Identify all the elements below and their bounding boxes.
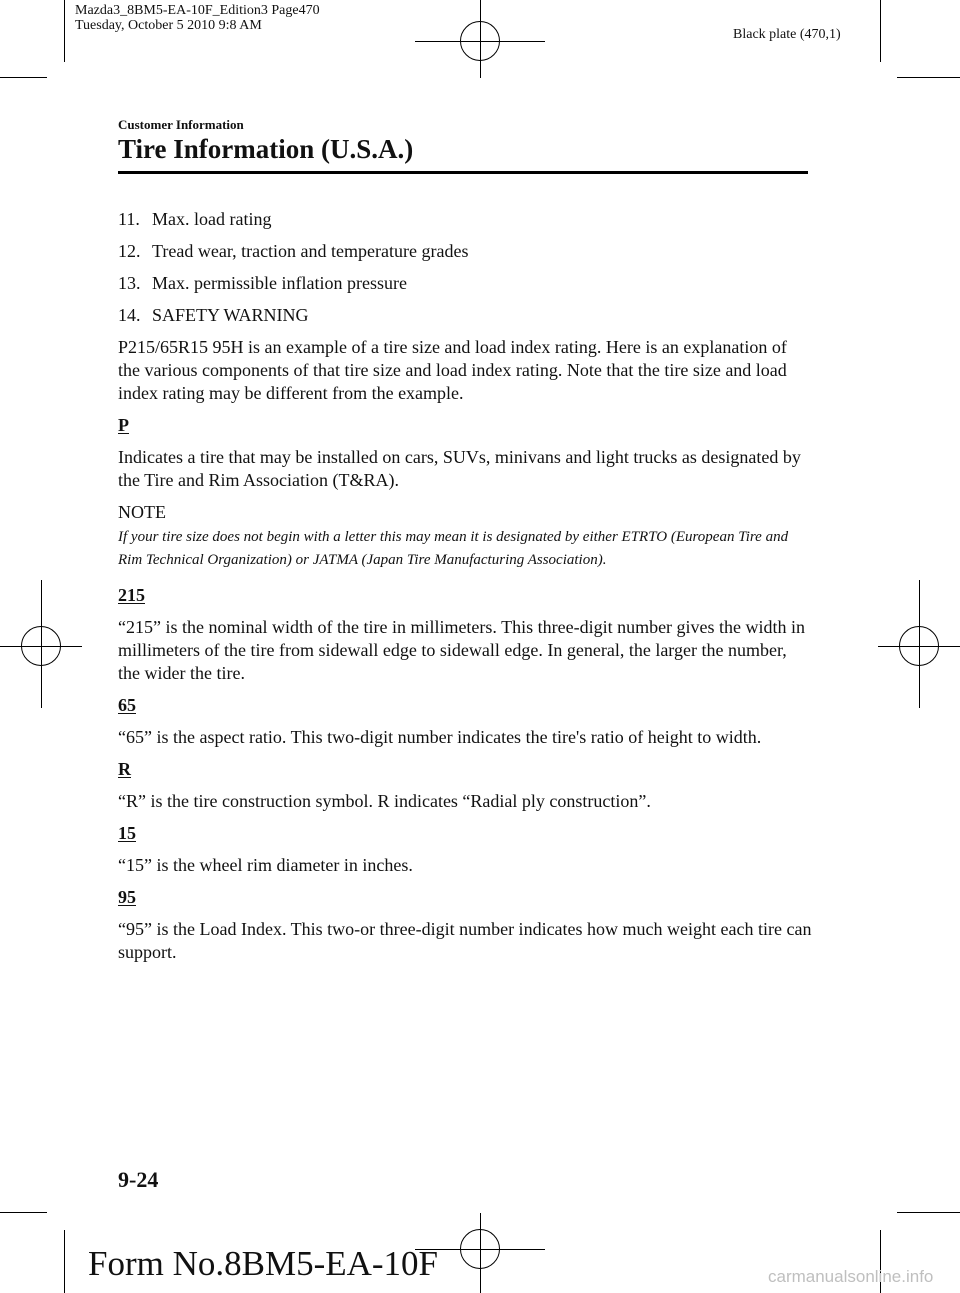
term-description: “95” is the Load Index. This two-or three-digit number indicates how much weight each tire can support. xyxy=(118,919,812,962)
term-heading: 15 xyxy=(118,823,136,843)
watermark: carmanualsonline.info xyxy=(768,1267,934,1286)
page-number: 9-24 xyxy=(118,1167,159,1192)
term-description: Indicates a tire that may be installed on cars, SUVs, minivans and light trucks as designated by the Tire and Rim Association (T&RA). xyxy=(118,447,801,490)
plate-label: Black plate (470,1) xyxy=(733,27,841,42)
term-heading: 95 xyxy=(118,887,136,907)
plate-date-line: Tuesday, October 5 2010 9:8 AM xyxy=(75,18,262,33)
list-item: 11. Max. load rating xyxy=(118,209,272,229)
term-heading: 65 xyxy=(118,695,136,715)
numbered-list xyxy=(118,208,812,327)
term-heading: R xyxy=(118,759,131,779)
list-item: 12. Tread wear, traction and temperature grades xyxy=(118,241,469,261)
note-text: If your tire size does not begin with a letter this may mean it is designated by either ETRTO (European Tire and Rim Technical Organization) or JATMA (Japan Tire Manufacturing Association). xyxy=(118,529,789,568)
section-label: Customer Information xyxy=(118,117,244,132)
term-description: “215” is the nominal width of the tire in millimeters. This three-digit number gives the width in millimeters of the tire from sidewall edge to sidewall edge. In general, the larger the number, the wider the tire. xyxy=(118,617,806,683)
page-content xyxy=(118,208,812,973)
list-item: 13. Max. permissible inflation pressure xyxy=(118,273,407,293)
term-heading: 215 xyxy=(118,585,145,605)
term-description: “65” is the aspect ratio. This two-digit number indicates the tire's ratio of height to width. xyxy=(118,727,762,747)
intro-paragraph: P215/65R15 95H is an example of a tire size and load index rating. Here is an explanation of the various components of that tire size and load index rating. Note that the tire size and load index rating may be different from the example. xyxy=(118,337,787,403)
term-description: “15” is the wheel rim diameter in inches. xyxy=(118,855,413,875)
note-label: NOTE xyxy=(118,502,166,522)
title-rule xyxy=(118,171,808,174)
page-title: Tire Information (U.S.A.) xyxy=(118,134,414,164)
form-number: Form No.8BM5-EA-10F xyxy=(88,1244,439,1283)
term-heading: P xyxy=(118,415,129,435)
list-item: 14. SAFETY WARNING xyxy=(118,305,309,325)
term-description: “R” is the tire construction symbol. R indicates “Radial ply construction”. xyxy=(118,791,651,811)
plate-file-line: Mazda3_8BM5-EA-10F_Edition3 Page470 xyxy=(75,3,320,18)
